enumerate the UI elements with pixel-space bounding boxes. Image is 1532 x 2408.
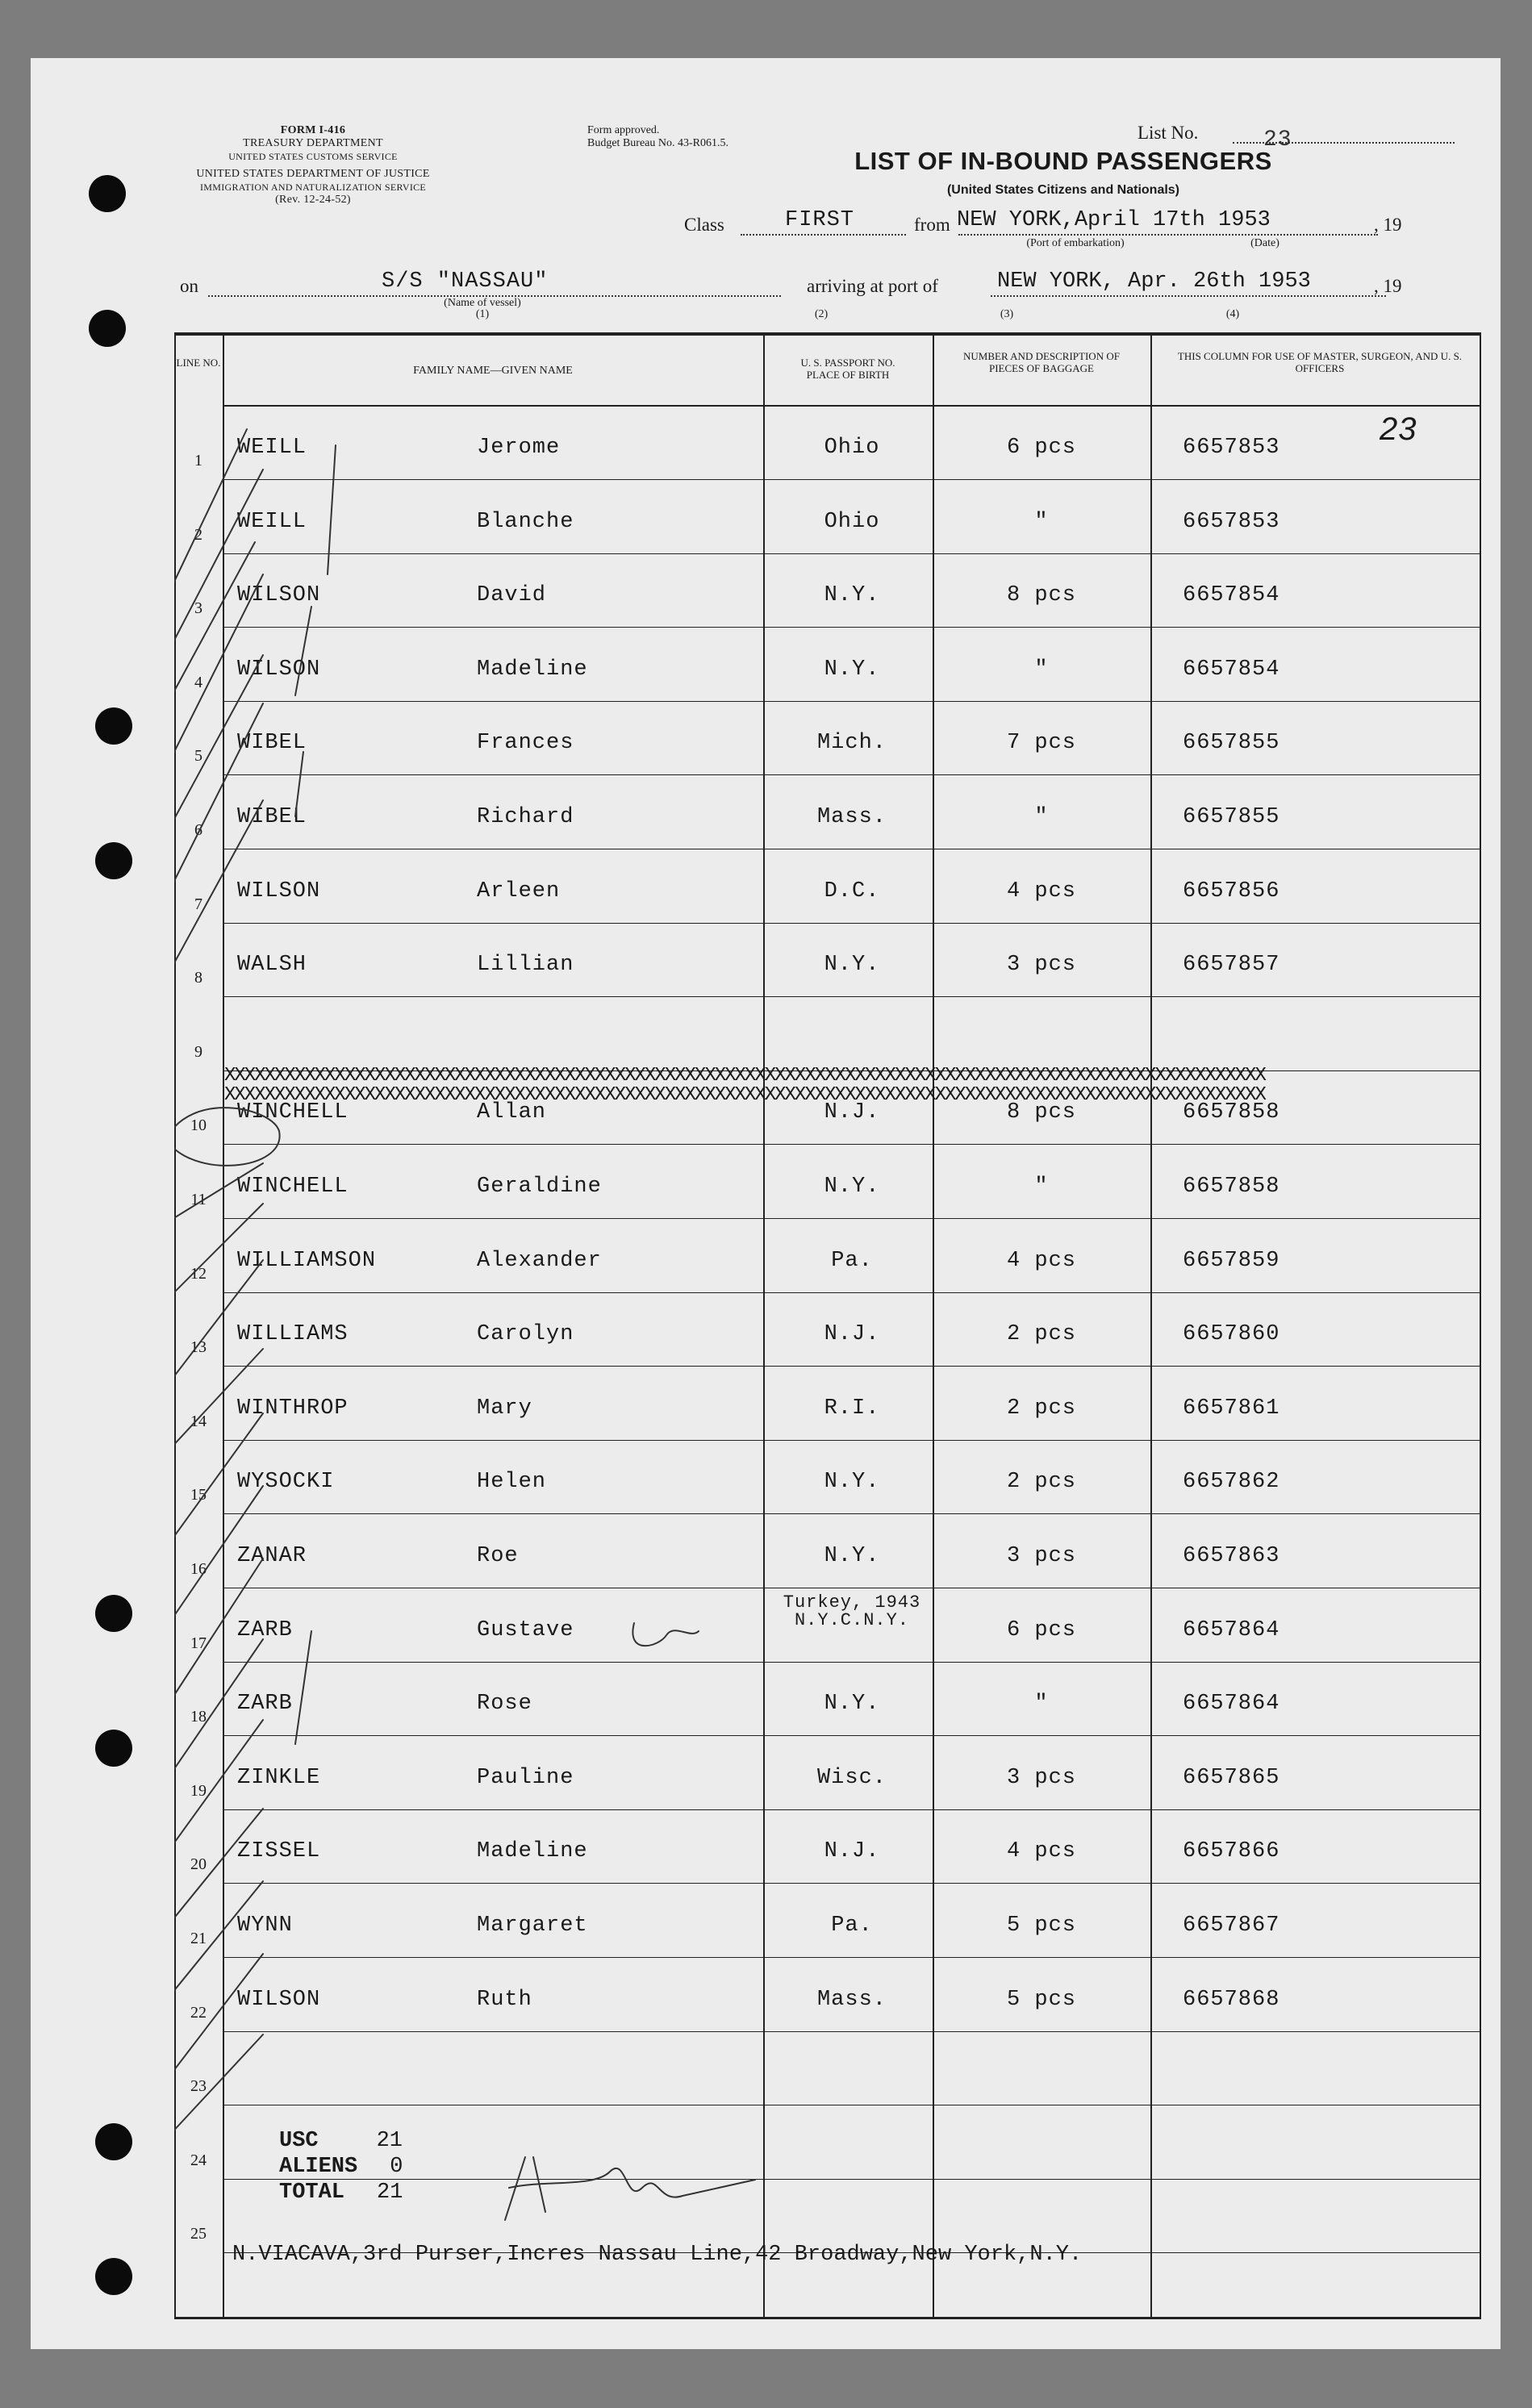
date-caption: (Date) <box>1250 237 1279 249</box>
binder-hole <box>95 707 132 745</box>
family-name: WEILL <box>237 436 307 460</box>
baggage: 6 pcs <box>1006 1617 1076 1642</box>
given-name: Mary <box>477 1396 532 1421</box>
given-name: David <box>477 583 547 608</box>
officer-number: 6657868 <box>1183 1987 1280 2012</box>
ins-service: IMMIGRATION AND NATURALIZATION SERVICE <box>199 182 427 193</box>
colnum-4: (4) <box>1225 308 1240 320</box>
place-of-birth: N.Y. <box>824 1544 880 1568</box>
officer-number: 6657867 <box>1183 1913 1280 1938</box>
aliens-label: ALIENS <box>279 2155 358 2179</box>
place-of-birth: D.C. <box>824 878 880 904</box>
officer-number: 6657856 <box>1183 878 1280 904</box>
given-name: Geraldine <box>477 1175 602 1199</box>
family-name: WALSH <box>237 953 307 978</box>
place-of-birth: N.Y. <box>824 953 880 978</box>
place-of-birth: N.Y. <box>824 1470 880 1495</box>
officer-number: 6657861 <box>1183 1396 1280 1421</box>
officer-number: 6657865 <box>1183 1765 1280 1790</box>
page-title: LIST OF IN-BOUND PASSENGERS <box>854 147 1272 175</box>
family-name: WINCHELL <box>237 1100 349 1125</box>
given-name: Madeline <box>477 1839 588 1864</box>
given-name: Gustave <box>477 1617 574 1642</box>
line-number: 20 <box>190 1855 207 1874</box>
col-header-passport: U. S. PASSPORT NO. PLACE OF BIRTH <box>800 357 895 381</box>
baggage: 8 pcs <box>1006 583 1076 608</box>
colnum-2: (2) <box>814 308 829 320</box>
family-name: WILSON <box>237 1987 321 2012</box>
family-name: ZARB <box>237 1692 293 1717</box>
manifest-page <box>31 58 1501 2349</box>
on-label: on <box>180 276 198 296</box>
family-name: WINTHROP <box>237 1396 349 1421</box>
aliens-value: 0 <box>390 2155 403 2179</box>
from-label: from <box>914 215 950 235</box>
given-name: Jerome <box>477 436 561 460</box>
form-header-left <box>176 124 450 207</box>
place-of-birth: R.I. <box>824 1396 880 1421</box>
form-approval <box>587 124 845 150</box>
family-name: WILSON <box>237 583 321 608</box>
baggage: 3 pcs <box>1006 1544 1076 1568</box>
baggage: 5 pcs <box>1006 1987 1076 2012</box>
baggage: 6 pcs <box>1006 436 1076 460</box>
baggage: 4 pcs <box>1006 878 1076 904</box>
handwritten-page-mark: 23 <box>1380 411 1417 447</box>
place-of-birth: Pa. <box>831 1913 873 1938</box>
baggage: 3 pcs <box>1006 1765 1076 1790</box>
handwritten-marks <box>174 332 1481 2318</box>
place-of-birth: Mass. <box>816 1987 887 2012</box>
given-name: Carolyn <box>477 1322 574 1347</box>
officer-number: 6657866 <box>1183 1839 1280 1864</box>
line-number: 12 <box>190 1264 207 1283</box>
family-name: WINCHELL <box>237 1175 349 1199</box>
arriving-value: NEW YORK, Apr. 26th 1953 <box>997 269 1311 294</box>
class-label: Class <box>684 215 724 235</box>
purser-footer: N.VIACAVA,3rd Purser,Incres Nassau Line,42 Broadway,New York,N.Y. <box>232 2243 1083 2267</box>
officer-number: 6657863 <box>1183 1544 1280 1568</box>
family-name: WILSON <box>237 878 321 904</box>
line-number: 6 <box>194 821 202 839</box>
family-name: WIBEL <box>237 805 307 829</box>
arriving-label: arriving at port of <box>807 276 938 296</box>
baggage: 4 pcs <box>1006 1248 1076 1273</box>
line-number: 24 <box>190 2151 207 2169</box>
vessel-caption: (Name of vessel) <box>444 297 521 309</box>
officer-number: 6657858 <box>1183 1100 1280 1125</box>
given-name: Roe <box>477 1544 519 1568</box>
family-name: ZINKLE <box>237 1765 321 1790</box>
place-of-birth: N.J. <box>824 1322 880 1347</box>
passenger-table <box>174 332 1481 2318</box>
baggage: 3 pcs <box>1006 953 1076 978</box>
vessel-colnum: (1) <box>475 308 490 320</box>
officer-number: 6657858 <box>1183 1175 1280 1199</box>
line-number: 2 <box>194 525 202 544</box>
given-name: Arleen <box>477 878 561 904</box>
col-header-name: FAMILY NAME—GIVEN NAME <box>413 365 573 377</box>
customs-service: UNITED STATES CUSTOMS SERVICE <box>228 151 398 162</box>
baggage: " <box>1034 509 1049 534</box>
officer-number: 6657864 <box>1183 1617 1280 1642</box>
baggage: 2 pcs <box>1006 1396 1076 1421</box>
arriving-year-suffix: , 19 <box>1374 276 1402 296</box>
family-name: WIBEL <box>237 731 307 756</box>
struck-out-row: XXXXXXXXXXXXXXXXXXXXXXXXXXXXXXXXXXXXXXXXXXXXXXXXXXXXXXXXXXXXXXXXXXXXXXXXXXXXXXXXXXXXXXXXXXXXXXXXXXXXXXXX <box>224 1065 1265 1087</box>
officer-number: 6657860 <box>1183 1322 1280 1347</box>
baggage: " <box>1034 657 1049 682</box>
line-number: 18 <box>190 1708 207 1726</box>
place-of-birth: N.J. <box>824 1839 880 1864</box>
given-name: Madeline <box>477 657 588 682</box>
line-number: 25 <box>190 2225 207 2243</box>
place-of-birth: N.Y. <box>824 1692 880 1717</box>
binder-hole <box>89 310 126 347</box>
line-number: 10 <box>190 1116 207 1135</box>
baggage: 2 pcs <box>1006 1470 1076 1495</box>
class-line <box>741 234 906 236</box>
line-number: 4 <box>194 673 202 691</box>
family-name: WEILL <box>237 509 307 534</box>
line-number: 16 <box>190 1560 207 1578</box>
line-number: 21 <box>190 1930 207 1947</box>
col-header-baggage: NUMBER AND DESCRIPTION OF PIECES OF BAGGAGE <box>963 350 1120 374</box>
list-no-value: 23 <box>1263 127 1292 152</box>
from-line <box>958 234 1378 236</box>
place-of-birth: Mass. <box>816 805 887 829</box>
struck-out-row: XXXXXXXXXXXXXXXXXXXXXXXXXXXXXXXXXXXXXXXXXXXXXXXXXXXXXXXXXXXXXXXXXXXXXXXXXXXXXXXXXXXXXXXXXXXXXXXXXXXXXXXX <box>224 1084 1265 1106</box>
officer-number: 6657859 <box>1183 1248 1280 1273</box>
family-name: WYNN <box>237 1913 293 1938</box>
baggage: 4 pcs <box>1006 1839 1076 1864</box>
officer-number: 6657855 <box>1183 731 1280 756</box>
place-of-birth: Ohio <box>824 509 880 534</box>
line-number: 15 <box>190 1486 207 1504</box>
usc-label: USC <box>279 2129 319 2153</box>
page-subtitle: (United States Citizens and Nationals) <box>946 183 1180 197</box>
family-name: WILLIAMSON <box>237 1248 377 1273</box>
line-number: 1 <box>194 452 202 469</box>
given-name: Allan <box>477 1100 547 1125</box>
baggage: 2 pcs <box>1006 1322 1076 1347</box>
baggage: 7 pcs <box>1006 731 1076 756</box>
officer-number: 6657854 <box>1183 657 1280 682</box>
line-number: 9 <box>194 1042 202 1061</box>
binder-hole <box>95 842 132 879</box>
line-number: 14 <box>190 1412 207 1430</box>
given-name: Pauline <box>477 1765 574 1790</box>
from-year-suffix: , 19 <box>1374 215 1402 235</box>
given-name: Frances <box>477 731 574 756</box>
budget-bureau: Budget Bureau No. 43-R061.5. <box>587 137 728 149</box>
officer-number: 6657864 <box>1183 1692 1280 1717</box>
place-of-birth: N.Y. <box>824 657 880 682</box>
binder-hole <box>95 1730 132 1767</box>
treasury-dept: TREASURY DEPARTMENT <box>243 137 383 149</box>
total-value: 21 <box>377 2181 403 2205</box>
given-name: Lillian <box>477 953 574 978</box>
baggage: " <box>1034 1175 1049 1199</box>
baggage: 8 pcs <box>1006 1100 1076 1125</box>
family-name: ZARB <box>237 1617 293 1642</box>
line-number: 7 <box>194 895 202 913</box>
officer-number: 6657854 <box>1183 583 1280 608</box>
family-name: WILLIAMS <box>237 1322 349 1347</box>
binder-hole <box>95 2123 132 2160</box>
officer-number: 6657857 <box>1183 953 1280 978</box>
place-of-birth: Pa. <box>831 1248 873 1273</box>
class-value: FIRST <box>785 208 855 232</box>
place-of-birth: N.J. <box>824 1100 880 1125</box>
total-label: TOTAL <box>279 2181 345 2205</box>
line-number: 11 <box>190 1191 207 1208</box>
officer-number: 6657853 <box>1183 509 1280 534</box>
given-name: Ruth <box>477 1987 532 2012</box>
revision: (Rev. 12-24-52) <box>275 194 351 206</box>
justice-dept: UNITED STATES DEPARTMENT OF JUSTICE <box>196 168 430 180</box>
baggage: 5 pcs <box>1006 1913 1076 1938</box>
baggage: " <box>1034 805 1049 829</box>
binder-hole <box>89 175 126 212</box>
arriving-line <box>991 295 1386 297</box>
binder-hole <box>95 2258 132 2295</box>
port-embark-caption: (Port of embarkation) <box>1026 237 1125 249</box>
place-of-birth: N.Y. <box>824 1175 880 1199</box>
family-name: WYSOCKI <box>237 1470 335 1495</box>
form-number: FORM I-416 <box>280 124 346 136</box>
from-value: NEW YORK,April 17th 1953 <box>957 208 1271 232</box>
officer-number: 6657855 <box>1183 805 1280 829</box>
officer-number: 6657862 <box>1183 1470 1280 1495</box>
place-of-birth: N.Y. <box>824 583 880 608</box>
family-name: ZANAR <box>237 1544 307 1568</box>
line-number: 17 <box>190 1634 207 1652</box>
given-name: Helen <box>477 1470 547 1495</box>
family-name: WILSON <box>237 657 321 682</box>
line-number: 22 <box>190 2003 207 2022</box>
family-name: ZISSEL <box>237 1839 321 1864</box>
line-number: 23 <box>190 2077 207 2096</box>
place-of-birth: Mich. <box>816 731 887 756</box>
vessel-name: S/S "NASSAU" <box>382 269 549 294</box>
place-of-birth: Ohio <box>824 436 880 460</box>
officer-number: 6657853 <box>1183 436 1280 460</box>
line-number: 5 <box>194 747 202 766</box>
line-number: 19 <box>190 1781 207 1800</box>
given-name: Rose <box>477 1692 532 1717</box>
given-name: Blanche <box>477 509 574 534</box>
given-name: Richard <box>477 805 574 829</box>
place-of-birth: Wisc. <box>816 1765 887 1790</box>
usc-value: 21 <box>376 2129 403 2153</box>
colnum-3: (3) <box>1000 308 1014 320</box>
form-approved: Form approved. <box>587 124 660 136</box>
line-number: 13 <box>190 1338 207 1357</box>
given-name: Margaret <box>477 1913 588 1938</box>
line-number: 8 <box>194 969 202 987</box>
col-header-line: LINE NO. <box>176 357 221 369</box>
binder-hole <box>95 1595 132 1632</box>
line-number: 3 <box>194 599 202 618</box>
place-of-birth: Turkey, 1943 N.Y.C.N.Y. <box>783 1592 921 1630</box>
list-no-label: List No. <box>1138 123 1199 143</box>
col-header-officers: THIS COLUMN FOR USE OF MASTER, SURGEON, AND U. S. OFFICERS <box>1177 350 1463 374</box>
baggage: " <box>1034 1692 1049 1717</box>
given-name: Alexander <box>477 1248 602 1273</box>
